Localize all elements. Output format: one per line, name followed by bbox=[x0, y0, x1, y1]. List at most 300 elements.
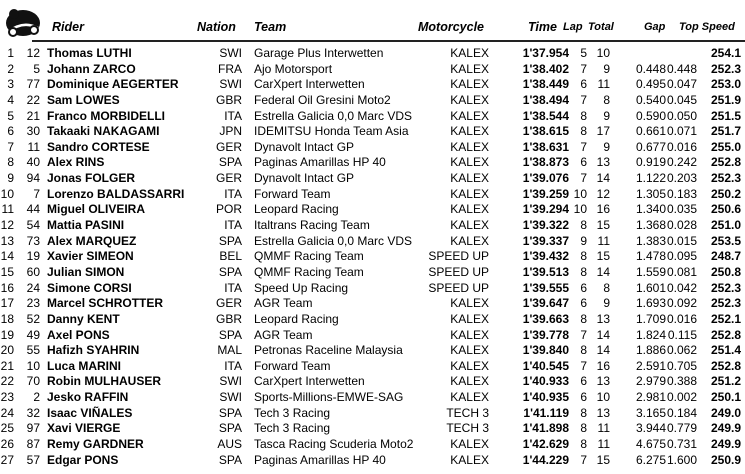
best-time: 1'38.615 bbox=[522, 124, 569, 139]
nation-code: FRA bbox=[218, 61, 242, 76]
position: 24 bbox=[0, 405, 14, 420]
header-motorcycle: Motorcycle bbox=[418, 20, 484, 34]
motorcycle: SPEED UP bbox=[428, 280, 489, 295]
top-speed: 253.0 bbox=[710, 77, 741, 92]
gap-to-leader: 1.383 bbox=[635, 233, 666, 248]
header-total: Total bbox=[588, 21, 614, 33]
gap-to-leader: 2.591 bbox=[635, 358, 666, 373]
team-name: Dynavolt Intact GP bbox=[254, 139, 355, 154]
team-name: Leopard Racing bbox=[254, 202, 339, 217]
gap-to-previous: 0.015 bbox=[666, 233, 697, 248]
nation-code: SPA bbox=[218, 405, 242, 420]
rider-name: Axel PONS bbox=[47, 327, 110, 342]
gap-to-previous: 0.047 bbox=[666, 77, 697, 92]
best-time: 1'39.259 bbox=[522, 186, 569, 201]
table-row bbox=[0, 406, 745, 422]
total-laps: 12 bbox=[596, 186, 610, 201]
table-row bbox=[0, 109, 745, 125]
best-time: 1'39.555 bbox=[522, 280, 569, 295]
rider-number: 12 bbox=[26, 46, 40, 60]
top-speed: 252.3 bbox=[710, 280, 741, 295]
total-laps: 8 bbox=[603, 280, 610, 295]
team-name: Federal Oil Gresini Moto2 bbox=[254, 92, 391, 107]
gap-to-previous: 0.184 bbox=[666, 405, 697, 420]
gap-to-leader: 0.495 bbox=[635, 77, 666, 92]
total-laps: 13 bbox=[596, 374, 610, 389]
table-row bbox=[0, 390, 745, 406]
rider-number: 19 bbox=[26, 249, 40, 264]
nation-code: ITA bbox=[224, 186, 242, 201]
top-speed: 251.9 bbox=[710, 92, 741, 107]
top-speed: 250.2 bbox=[710, 186, 741, 201]
best-time: 1'38.544 bbox=[522, 108, 569, 123]
rider-number: 54 bbox=[26, 218, 40, 233]
header-team: Team bbox=[254, 20, 287, 34]
total-laps: 11 bbox=[597, 77, 610, 92]
motorcycle: KALEX bbox=[450, 61, 489, 76]
motorcycle: KALEX bbox=[450, 77, 489, 92]
gap-to-previous: 0.203 bbox=[666, 171, 697, 186]
total-laps: 10 bbox=[596, 390, 610, 405]
top-speed: 252.8 bbox=[710, 358, 741, 373]
total-laps: 9 bbox=[603, 296, 610, 311]
best-lap: 6 bbox=[580, 390, 587, 405]
team-name: Estrella Galicia 0,0 Marc VDS bbox=[254, 233, 413, 248]
nation-code: POR bbox=[215, 202, 242, 217]
best-lap: 8 bbox=[580, 311, 587, 326]
rider-name: Danny KENT bbox=[47, 311, 120, 326]
gap-to-previous: 0.042 bbox=[666, 280, 697, 295]
table-row bbox=[0, 281, 745, 297]
best-time: 1'39.513 bbox=[522, 264, 569, 279]
best-lap: 8 bbox=[580, 343, 587, 358]
best-lap: 5 bbox=[580, 46, 587, 60]
rider-name: Dominique AEGERTER bbox=[47, 77, 179, 92]
table-row bbox=[0, 343, 745, 359]
rider-name: Robin MULHAUSER bbox=[47, 374, 161, 389]
gap-to-previous: 0.242 bbox=[666, 155, 697, 170]
total-laps: 16 bbox=[596, 202, 610, 217]
rider-number: 77 bbox=[26, 77, 40, 92]
table-row bbox=[0, 62, 745, 78]
best-time: 1'40.545 bbox=[522, 358, 569, 373]
position: 17 bbox=[0, 296, 14, 311]
top-speed: 253.5 bbox=[710, 233, 741, 248]
top-speed: 251.5 bbox=[710, 108, 741, 123]
team-name: Forward Team bbox=[254, 358, 331, 373]
team-name: Leopard Racing bbox=[254, 311, 339, 326]
best-lap: 10 bbox=[573, 186, 587, 201]
total-laps: 14 bbox=[596, 264, 610, 279]
team-name: Tech 3 Racing bbox=[254, 421, 331, 436]
top-speed: 251.4 bbox=[710, 343, 741, 358]
total-laps: 17 bbox=[596, 124, 610, 139]
top-speed: 251.2 bbox=[710, 374, 741, 389]
team-name: Sports-Millions-EMWE-SAG bbox=[254, 390, 404, 405]
table-row bbox=[0, 77, 745, 93]
total-laps: 13 bbox=[596, 405, 610, 420]
gap-to-leader: 1.340 bbox=[635, 202, 666, 217]
team-name: AGR Team bbox=[254, 327, 313, 342]
table-row bbox=[0, 437, 745, 453]
nation-code: MAL bbox=[217, 343, 242, 358]
top-speed: 249.9 bbox=[710, 421, 741, 436]
nation-code: ITA bbox=[224, 218, 242, 233]
top-speed: 250.8 bbox=[710, 264, 741, 279]
position: 11 bbox=[1, 202, 14, 217]
table-row bbox=[0, 234, 745, 250]
best-time: 1'41.119 bbox=[523, 405, 569, 420]
best-time: 1'40.933 bbox=[522, 374, 569, 389]
best-lap: 8 bbox=[580, 249, 587, 264]
gap-to-previous: 0.092 bbox=[666, 296, 697, 311]
gap-to-leader: 1.559 bbox=[635, 264, 666, 279]
rider-number: 55 bbox=[26, 343, 40, 358]
gap-to-leader: 0.448 bbox=[635, 61, 666, 76]
nation-code: ITA bbox=[224, 280, 242, 295]
best-lap: 6 bbox=[580, 77, 587, 92]
rider-number: 5 bbox=[33, 61, 40, 76]
total-laps: 15 bbox=[596, 218, 610, 233]
table-row bbox=[0, 296, 745, 312]
motorcycle: KALEX bbox=[450, 155, 489, 170]
total-laps: 16 bbox=[596, 358, 610, 373]
rider-name: Sam LOWES bbox=[47, 92, 120, 107]
gap-to-leader: 1.824 bbox=[635, 327, 666, 342]
rider-name: Julian SIMON bbox=[47, 264, 125, 279]
motorcycle: KALEX bbox=[450, 374, 489, 389]
table-row bbox=[0, 249, 745, 265]
rider-number: 32 bbox=[26, 405, 40, 420]
position: 22 bbox=[0, 374, 14, 389]
nation-code: SPA bbox=[218, 155, 242, 170]
nation-code: SWI bbox=[219, 374, 242, 389]
gap-to-previous: 0.071 bbox=[666, 124, 697, 139]
team-name: CarXpert Interwetten bbox=[254, 374, 365, 389]
motorcycle: KALEX bbox=[450, 202, 489, 217]
rider-number: 60 bbox=[26, 264, 40, 279]
gap-to-leader: 1.693 bbox=[635, 296, 666, 311]
gap-to-previous: 0.081 bbox=[666, 264, 697, 279]
best-lap: 7 bbox=[580, 92, 587, 107]
gap-to-leader: 0.661 bbox=[635, 124, 666, 139]
team-name: Paginas Amarillas HP 40 bbox=[254, 155, 386, 170]
table-row bbox=[0, 93, 745, 109]
best-lap: 7 bbox=[580, 139, 587, 154]
best-time: 1'39.778 bbox=[522, 327, 569, 342]
total-laps: 15 bbox=[596, 249, 610, 264]
best-time: 1'39.337 bbox=[522, 233, 569, 248]
table-row bbox=[0, 171, 745, 187]
position: 1 bbox=[7, 46, 14, 60]
total-laps: 9 bbox=[603, 139, 610, 154]
best-time: 1'44.229 bbox=[522, 452, 569, 467]
gap-to-leader: 6.275 bbox=[635, 452, 666, 467]
motorcycle: KALEX bbox=[450, 327, 489, 342]
top-speed: 251.0 bbox=[710, 218, 741, 233]
total-laps: 9 bbox=[603, 61, 610, 76]
best-lap: 7 bbox=[580, 452, 587, 467]
best-time: 1'37.954 bbox=[522, 46, 569, 60]
gap-to-previous: 0.016 bbox=[666, 139, 697, 154]
best-lap: 10 bbox=[573, 202, 587, 217]
table-row bbox=[0, 124, 745, 140]
total-laps: 10 bbox=[596, 46, 610, 60]
team-name: Tasca Racing Scuderia Moto2 bbox=[254, 437, 414, 452]
gap-to-previous: 0.183 bbox=[666, 186, 697, 201]
gap-to-previous: 0.028 bbox=[666, 218, 697, 233]
team-name: Tech 3 Racing bbox=[254, 405, 331, 420]
rider-number: 40 bbox=[26, 155, 40, 170]
motorcycle: KALEX bbox=[450, 437, 489, 452]
best-lap: 8 bbox=[580, 437, 587, 452]
table-row bbox=[0, 328, 745, 344]
gap-to-previous: 0.705 bbox=[666, 358, 697, 373]
motorcycle: KALEX bbox=[450, 343, 489, 358]
gap-to-previous: 0.050 bbox=[666, 108, 697, 123]
best-time: 1'39.663 bbox=[522, 311, 569, 326]
top-speed: 254.1 bbox=[710, 46, 741, 60]
best-lap: 9 bbox=[580, 233, 587, 248]
position: 2 bbox=[7, 61, 14, 76]
best-time: 1'42.629 bbox=[522, 437, 569, 452]
rider-number: 52 bbox=[26, 311, 40, 326]
team-name: IDEMITSU Honda Team Asia bbox=[254, 124, 409, 139]
gap-to-previous: 0.045 bbox=[666, 92, 697, 107]
gap-to-leader: 2.981 bbox=[635, 390, 666, 405]
rider-name: Mattia PASINI bbox=[47, 218, 125, 233]
gap-to-leader: 0.677 bbox=[635, 139, 666, 154]
table-row bbox=[0, 202, 745, 218]
best-lap: 8 bbox=[580, 421, 587, 436]
motorcycle: KALEX bbox=[450, 452, 489, 467]
table-row bbox=[0, 46, 745, 62]
best-time: 1'38.631 bbox=[522, 139, 569, 154]
rider-number: 23 bbox=[26, 296, 40, 311]
motorcycle: KALEX bbox=[450, 233, 489, 248]
rider-number: 49 bbox=[26, 327, 40, 342]
rider-number: 94 bbox=[26, 171, 40, 186]
gap-to-leader: 3.944 bbox=[635, 421, 666, 436]
top-speed: 249.0 bbox=[710, 405, 741, 420]
rider-name: Jesko RAFFIN bbox=[47, 390, 129, 405]
table-row bbox=[0, 312, 745, 328]
gap-to-leader: 1.478 bbox=[635, 249, 666, 264]
rider-number: 57 bbox=[26, 452, 40, 467]
motorcycle: TECH 3 bbox=[446, 421, 489, 436]
table-row bbox=[0, 374, 745, 390]
motorcycle: KALEX bbox=[450, 171, 489, 186]
top-speed: 252.8 bbox=[710, 327, 741, 342]
nation-code: SPA bbox=[218, 233, 242, 248]
best-time: 1'38.873 bbox=[522, 155, 569, 170]
top-speed: 248.7 bbox=[710, 249, 741, 264]
gap-to-previous: 0.388 bbox=[666, 374, 697, 389]
motorcycle: SPEED UP bbox=[428, 249, 489, 264]
nation-code: SWI bbox=[219, 46, 242, 60]
nation-code: GBR bbox=[215, 311, 242, 326]
gap-to-previous: 0.095 bbox=[666, 249, 697, 264]
total-laps: 14 bbox=[596, 327, 610, 342]
motorcycle: KALEX bbox=[450, 311, 489, 326]
best-time: 1'38.449 bbox=[522, 77, 569, 92]
gap-to-leader: 1.601 bbox=[635, 280, 666, 295]
header-gap: Gap bbox=[644, 21, 666, 33]
gap-to-previous: 0.016 bbox=[666, 311, 697, 326]
gap-to-previous: 0.731 bbox=[666, 437, 697, 452]
table-row bbox=[0, 421, 745, 437]
team-name: Forward Team bbox=[254, 186, 331, 201]
total-laps: 14 bbox=[596, 343, 610, 358]
position: 5 bbox=[7, 108, 14, 123]
rider-number: 7 bbox=[33, 186, 40, 201]
motorcycle: KALEX bbox=[450, 139, 489, 154]
team-name: Paginas Amarillas HP 40 bbox=[254, 452, 386, 467]
best-lap: 6 bbox=[580, 374, 587, 389]
team-name: Garage Plus Interwetten bbox=[254, 46, 384, 60]
top-speed: 250.6 bbox=[710, 202, 741, 217]
rider-number: 24 bbox=[26, 280, 40, 295]
gap-to-previous: 0.448 bbox=[666, 61, 697, 76]
nation-code: GER bbox=[215, 296, 242, 311]
nation-code: ITA bbox=[224, 108, 242, 123]
position: 9 bbox=[7, 171, 14, 186]
nation-code: GER bbox=[215, 139, 242, 154]
nation-code: SPA bbox=[218, 421, 242, 436]
position: 21 bbox=[0, 358, 14, 373]
best-time: 1'39.432 bbox=[522, 249, 569, 264]
best-lap: 8 bbox=[580, 108, 587, 123]
top-speed: 252.3 bbox=[710, 171, 741, 186]
position: 6 bbox=[7, 124, 14, 139]
gap-to-leader: 1.886 bbox=[635, 343, 666, 358]
best-lap: 8 bbox=[580, 124, 587, 139]
top-speed: 249.9 bbox=[710, 437, 741, 452]
motorcycle: KALEX bbox=[450, 186, 489, 201]
team-name: Dynavolt Intact GP bbox=[254, 171, 355, 186]
best-lap: 6 bbox=[580, 155, 587, 170]
rider-name: Takaaki NAKAGAMI bbox=[47, 124, 160, 139]
rider-name: Johann ZARCO bbox=[47, 61, 136, 76]
header-rider: Rider bbox=[52, 20, 84, 34]
team-name: Ajo Motorsport bbox=[254, 61, 333, 76]
gap-to-leader: 2.979 bbox=[635, 374, 666, 389]
gap-to-leader: 0.919 bbox=[635, 155, 666, 170]
total-laps: 11 bbox=[597, 233, 610, 248]
gap-to-leader: 1.122 bbox=[635, 171, 666, 186]
table-row bbox=[0, 155, 745, 171]
table-row bbox=[0, 218, 745, 234]
best-time: 1'38.402 bbox=[522, 61, 569, 76]
gap-to-leader: 1.305 bbox=[635, 186, 666, 201]
table-row bbox=[0, 359, 745, 375]
motorcycle: TECH 3 bbox=[446, 405, 489, 420]
header-divider bbox=[32, 40, 745, 42]
rider-name: Franco MORBIDELLI bbox=[47, 108, 166, 123]
team-name: Estrella Galicia 0,0 Marc VDS bbox=[254, 108, 413, 123]
rider-name: Alex RINS bbox=[47, 155, 105, 170]
total-laps: 14 bbox=[596, 171, 610, 186]
best-time: 1'40.935 bbox=[522, 390, 569, 405]
best-lap: 6 bbox=[580, 296, 587, 311]
gap-to-previous: 0.062 bbox=[666, 343, 697, 358]
total-laps: 11 bbox=[597, 421, 610, 436]
best-time: 1'39.840 bbox=[522, 343, 569, 358]
rider-name: Thomas LUTHI bbox=[47, 46, 132, 60]
motorcycle: KALEX bbox=[450, 218, 489, 233]
table-row bbox=[0, 140, 745, 156]
nation-code: BEL bbox=[219, 249, 242, 264]
position: 15 bbox=[0, 264, 14, 279]
total-laps: 9 bbox=[603, 108, 610, 123]
motorcycle: KALEX bbox=[450, 108, 489, 123]
table-row bbox=[0, 187, 745, 203]
gap-to-previous: 0.779 bbox=[666, 421, 697, 436]
top-speed: 251.7 bbox=[710, 124, 741, 139]
best-time: 1'39.647 bbox=[522, 296, 569, 311]
rider-name: Edgar PONS bbox=[47, 452, 119, 467]
position: 25 bbox=[0, 421, 14, 436]
top-speed: 255.0 bbox=[710, 139, 741, 154]
nation-code: GBR bbox=[215, 92, 242, 107]
gap-to-leader: 0.590 bbox=[635, 108, 666, 123]
motorcycle: KALEX bbox=[450, 92, 489, 107]
position: 27 bbox=[0, 452, 14, 467]
best-lap: 8 bbox=[580, 405, 587, 420]
best-time: 1'39.076 bbox=[522, 171, 569, 186]
rider-name: Xavi VIERGE bbox=[47, 421, 121, 436]
rider-name: Simone CORSI bbox=[47, 280, 132, 295]
total-laps: 8 bbox=[603, 92, 610, 107]
table-row bbox=[0, 453, 745, 469]
team-name: Petronas Raceline Malaysia bbox=[254, 343, 403, 358]
position: 13 bbox=[0, 233, 14, 248]
nation-code: AUS bbox=[217, 437, 242, 452]
position: 12 bbox=[0, 218, 14, 233]
position: 26 bbox=[0, 437, 14, 452]
best-lap: 7 bbox=[580, 327, 587, 342]
position: 7 bbox=[7, 139, 14, 154]
top-speed: 250.9 bbox=[710, 452, 741, 467]
best-time: 1'41.898 bbox=[522, 421, 569, 436]
top-speed: 252.3 bbox=[710, 296, 741, 311]
rider-name: Isaac VIÑALES bbox=[47, 405, 133, 420]
team-name: CarXpert Interwetten bbox=[254, 77, 365, 92]
rider-name: Miguel OLIVEIRA bbox=[47, 202, 146, 217]
position: 14 bbox=[0, 249, 14, 264]
motorcycle: KALEX bbox=[450, 390, 489, 405]
gap-to-leader: 4.675 bbox=[635, 437, 666, 452]
gap-to-previous: 1.600 bbox=[666, 452, 697, 467]
best-time: 1'39.322 bbox=[522, 218, 569, 233]
gap-to-leader: 3.165 bbox=[635, 405, 666, 420]
best-time: 1'39.294 bbox=[522, 202, 569, 217]
position: 16 bbox=[0, 280, 14, 295]
rider-name: Jonas FOLGER bbox=[47, 171, 136, 186]
best-lap: 6 bbox=[580, 280, 587, 295]
rider-name: Marcel SCHROTTER bbox=[47, 296, 164, 311]
total-laps: 11 bbox=[597, 437, 610, 452]
gap-to-leader: 1.368 bbox=[635, 218, 666, 233]
header-top-speed: Top Speed bbox=[679, 21, 735, 33]
rider-number: 44 bbox=[26, 202, 40, 217]
position: 3 bbox=[7, 77, 14, 92]
gap-to-previous: 0.035 bbox=[666, 202, 697, 217]
nation-code: ITA bbox=[224, 358, 242, 373]
nation-code: JPN bbox=[219, 124, 242, 139]
motorcycle: KALEX bbox=[450, 296, 489, 311]
team-name: QMMF Racing Team bbox=[254, 249, 364, 264]
